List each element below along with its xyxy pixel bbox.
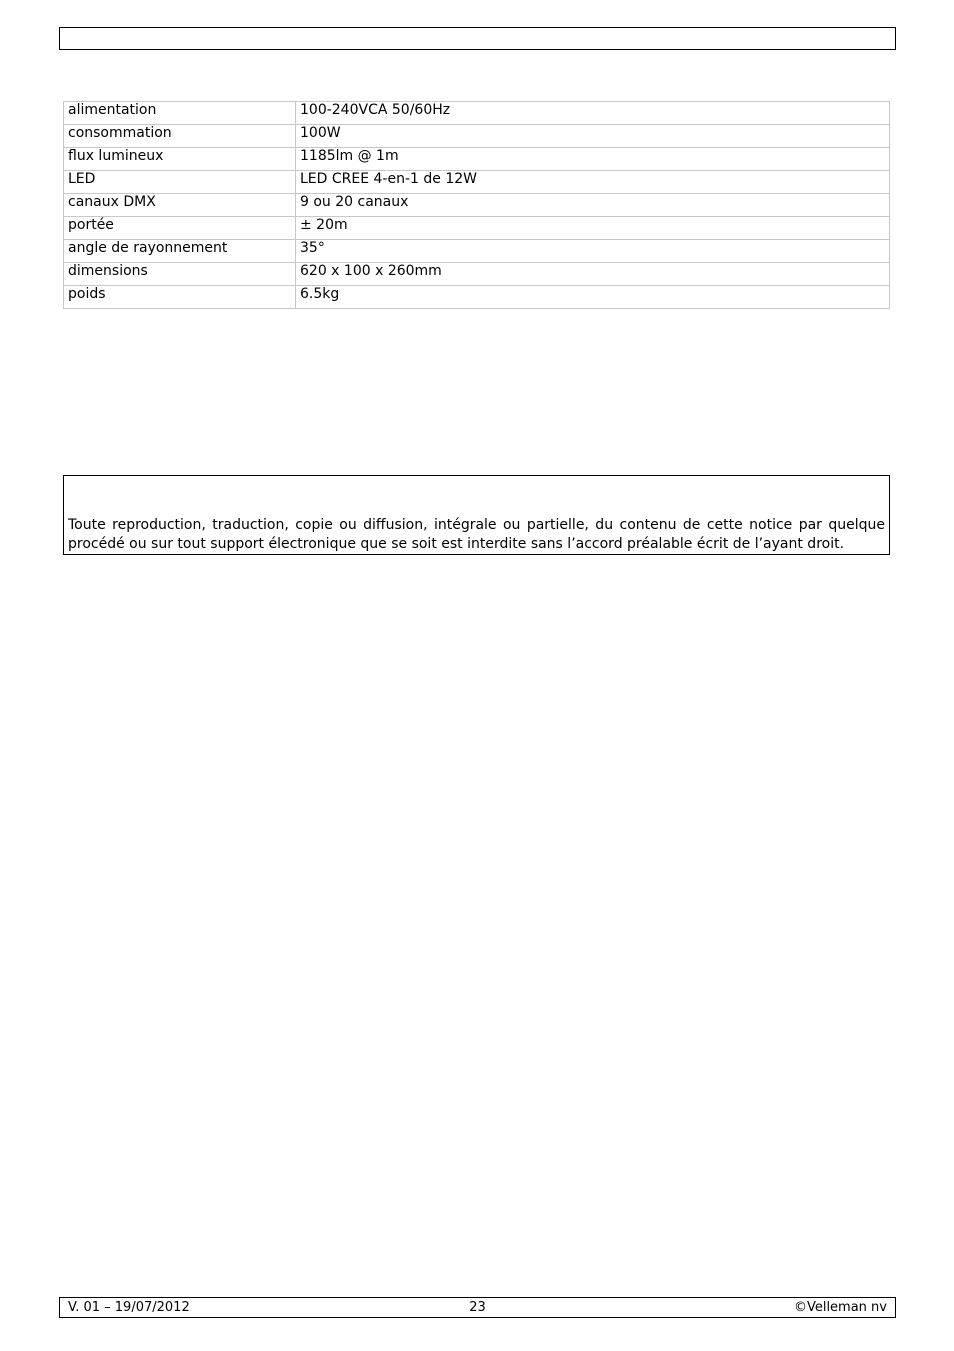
spec-value: 1185lm @ 1m [296,148,890,171]
spec-value: ± 20m [296,217,890,240]
table-row [64,125,890,148]
copyright-notice-box [63,475,890,555]
table-row [64,171,890,194]
table-row [64,263,890,286]
table-row [64,240,890,263]
spec-label: dimensions [64,263,296,286]
spec-value: LED CREE 4-en-1 de 12W [296,171,890,194]
footer-page-number: 23 [469,1300,486,1315]
spec-label: consommation [64,125,296,148]
specifications-table [63,101,890,309]
table-row [64,148,890,171]
footer-copyright: ©Velleman nv [793,1300,887,1315]
spec-value: 6.5kg [296,286,890,309]
spec-label: canaux DMX [64,194,296,217]
spec-value: 9 ou 20 canaux [296,194,890,217]
spec-label: portée [64,217,296,240]
spec-label: flux lumineux [64,148,296,171]
spec-label: LED [64,171,296,194]
page-header-box [59,27,896,50]
table-row [64,217,890,240]
spec-label: angle de rayonnement [64,240,296,263]
table-row [64,194,890,217]
spec-value: 100-240VCA 50/60Hz [296,102,890,125]
spec-value: 100W [296,125,890,148]
spec-value: 35° [296,240,890,263]
spec-label: poids [64,286,296,309]
footer-version: V. 01 – 19/07/2012 [68,1300,190,1315]
spec-value: 620 x 100 x 260mm [296,263,890,286]
table-row [64,286,890,309]
page-footer [59,1297,896,1318]
spec-label: alimentation [64,102,296,125]
table-row [64,102,890,125]
copyright-notice-text: Toute reproduction, traduction, copie ou diffusion, intégrale ou partielle, du contenu de cette notice par quelque procédé ou sur tout support électronique que se soit est interdite sans l’accord préalable écrit de l’ayant droit. [68,517,885,552]
